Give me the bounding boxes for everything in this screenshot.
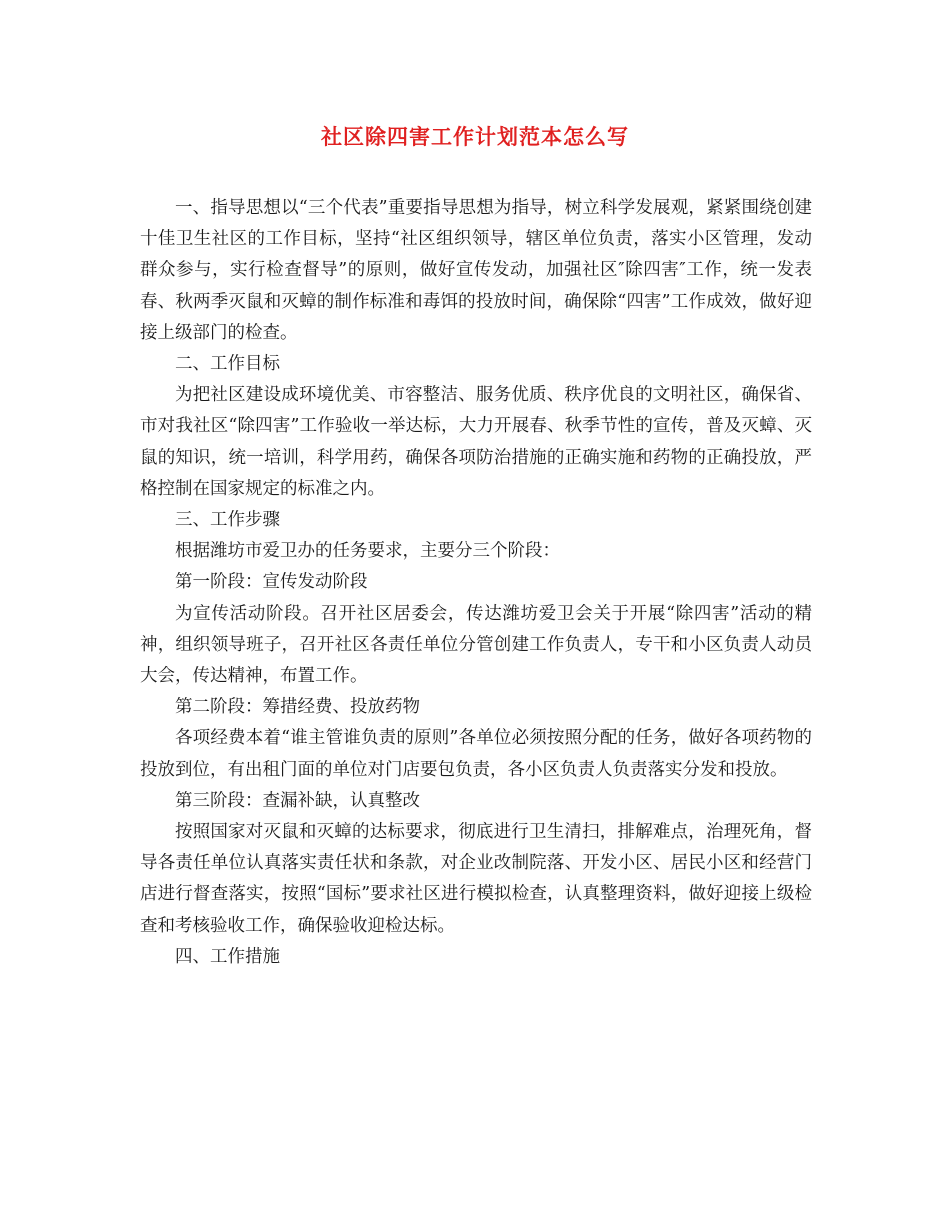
heading-work-steps: 三、工作步骤 <box>175 510 280 531</box>
heading-work-measures: 四、工作措施 <box>175 946 280 967</box>
paragraph-work-goals: 为把社区建设成环境优美、市容整洁、服务优质、秩序优良的文明社区，确保省、市对我社区“除四害”工作验收一举达标，大力开展春、秋季节性的宣传，普及灭蟑、灭鼠的知识，统一培训，科学用药，确保各项防治措施的正确实施和药物的正确投放，严格控制在国家规定的标准之内。 <box>140 385 812 499</box>
heading-stage-three: 第三阶段：查漏补缺，认真整改 <box>175 790 420 811</box>
document-body <box>140 193 812 973</box>
heading-work-goals: 二、工作目标 <box>175 354 280 375</box>
paragraph-stage-one: 为宣传活动阶段。召开社区居委会，传达潍坊爱卫会关于开展“除四害”活动的精神，组织领导班子，召开社区各责任单位分管创建工作负责人，专干和小区负责人动员大会，传达精神，布置工作。 <box>140 603 812 687</box>
paragraph-steps-intro: 根据潍坊市爱卫办的任务要求，主要分三个阶段： <box>175 541 560 562</box>
paragraph-stage-three: 按照国家对灭鼠和灭蟑的达标要求，彻底进行卫生清扫，排解难点，治理死角，督导各责任单位认真落实责任状和条款，对企业改制院落、开发小区、居民小区和经营门店进行督查落实，按照“国标”要求社区进行模拟检查，认真整理资料，做好迎接上级检查和考核验收工作，确保验收迎检达标。 <box>140 822 812 936</box>
paragraph-stage-two: 各项经费本着“谁主管谁负责的原则”各单位必须按照分配的任务，做好各项药物的投放到位，有出租门面的单位对门店要包负责，各小区负责人负责落实分发和投放。 <box>140 728 812 780</box>
paragraph-guiding-ideology: 一、指导思想以“三个代表”重要指导思想为指导，树立科学发展观，紧紧围绕创建十佳卫生社区的工作目标，坚持“社区组织领导，辖区单位负责，落实小区管理，发动群众参与，实行检查督导”的原则，做好宣传发动，加强社区″除四害″工作，统一发表春、秋两季灭鼠和灭蟑的制作标准和毒饵的投放时间，确保除“四害”工作成效，做好迎接上级部门的检查。 <box>140 198 812 343</box>
heading-stage-one: 第一阶段：宣传发动阶段 <box>175 572 368 593</box>
document-title: 社区除四害工作计划范本怎么写 <box>321 124 629 149</box>
heading-stage-two: 第二阶段：筹措经费、投放药物 <box>175 697 420 718</box>
